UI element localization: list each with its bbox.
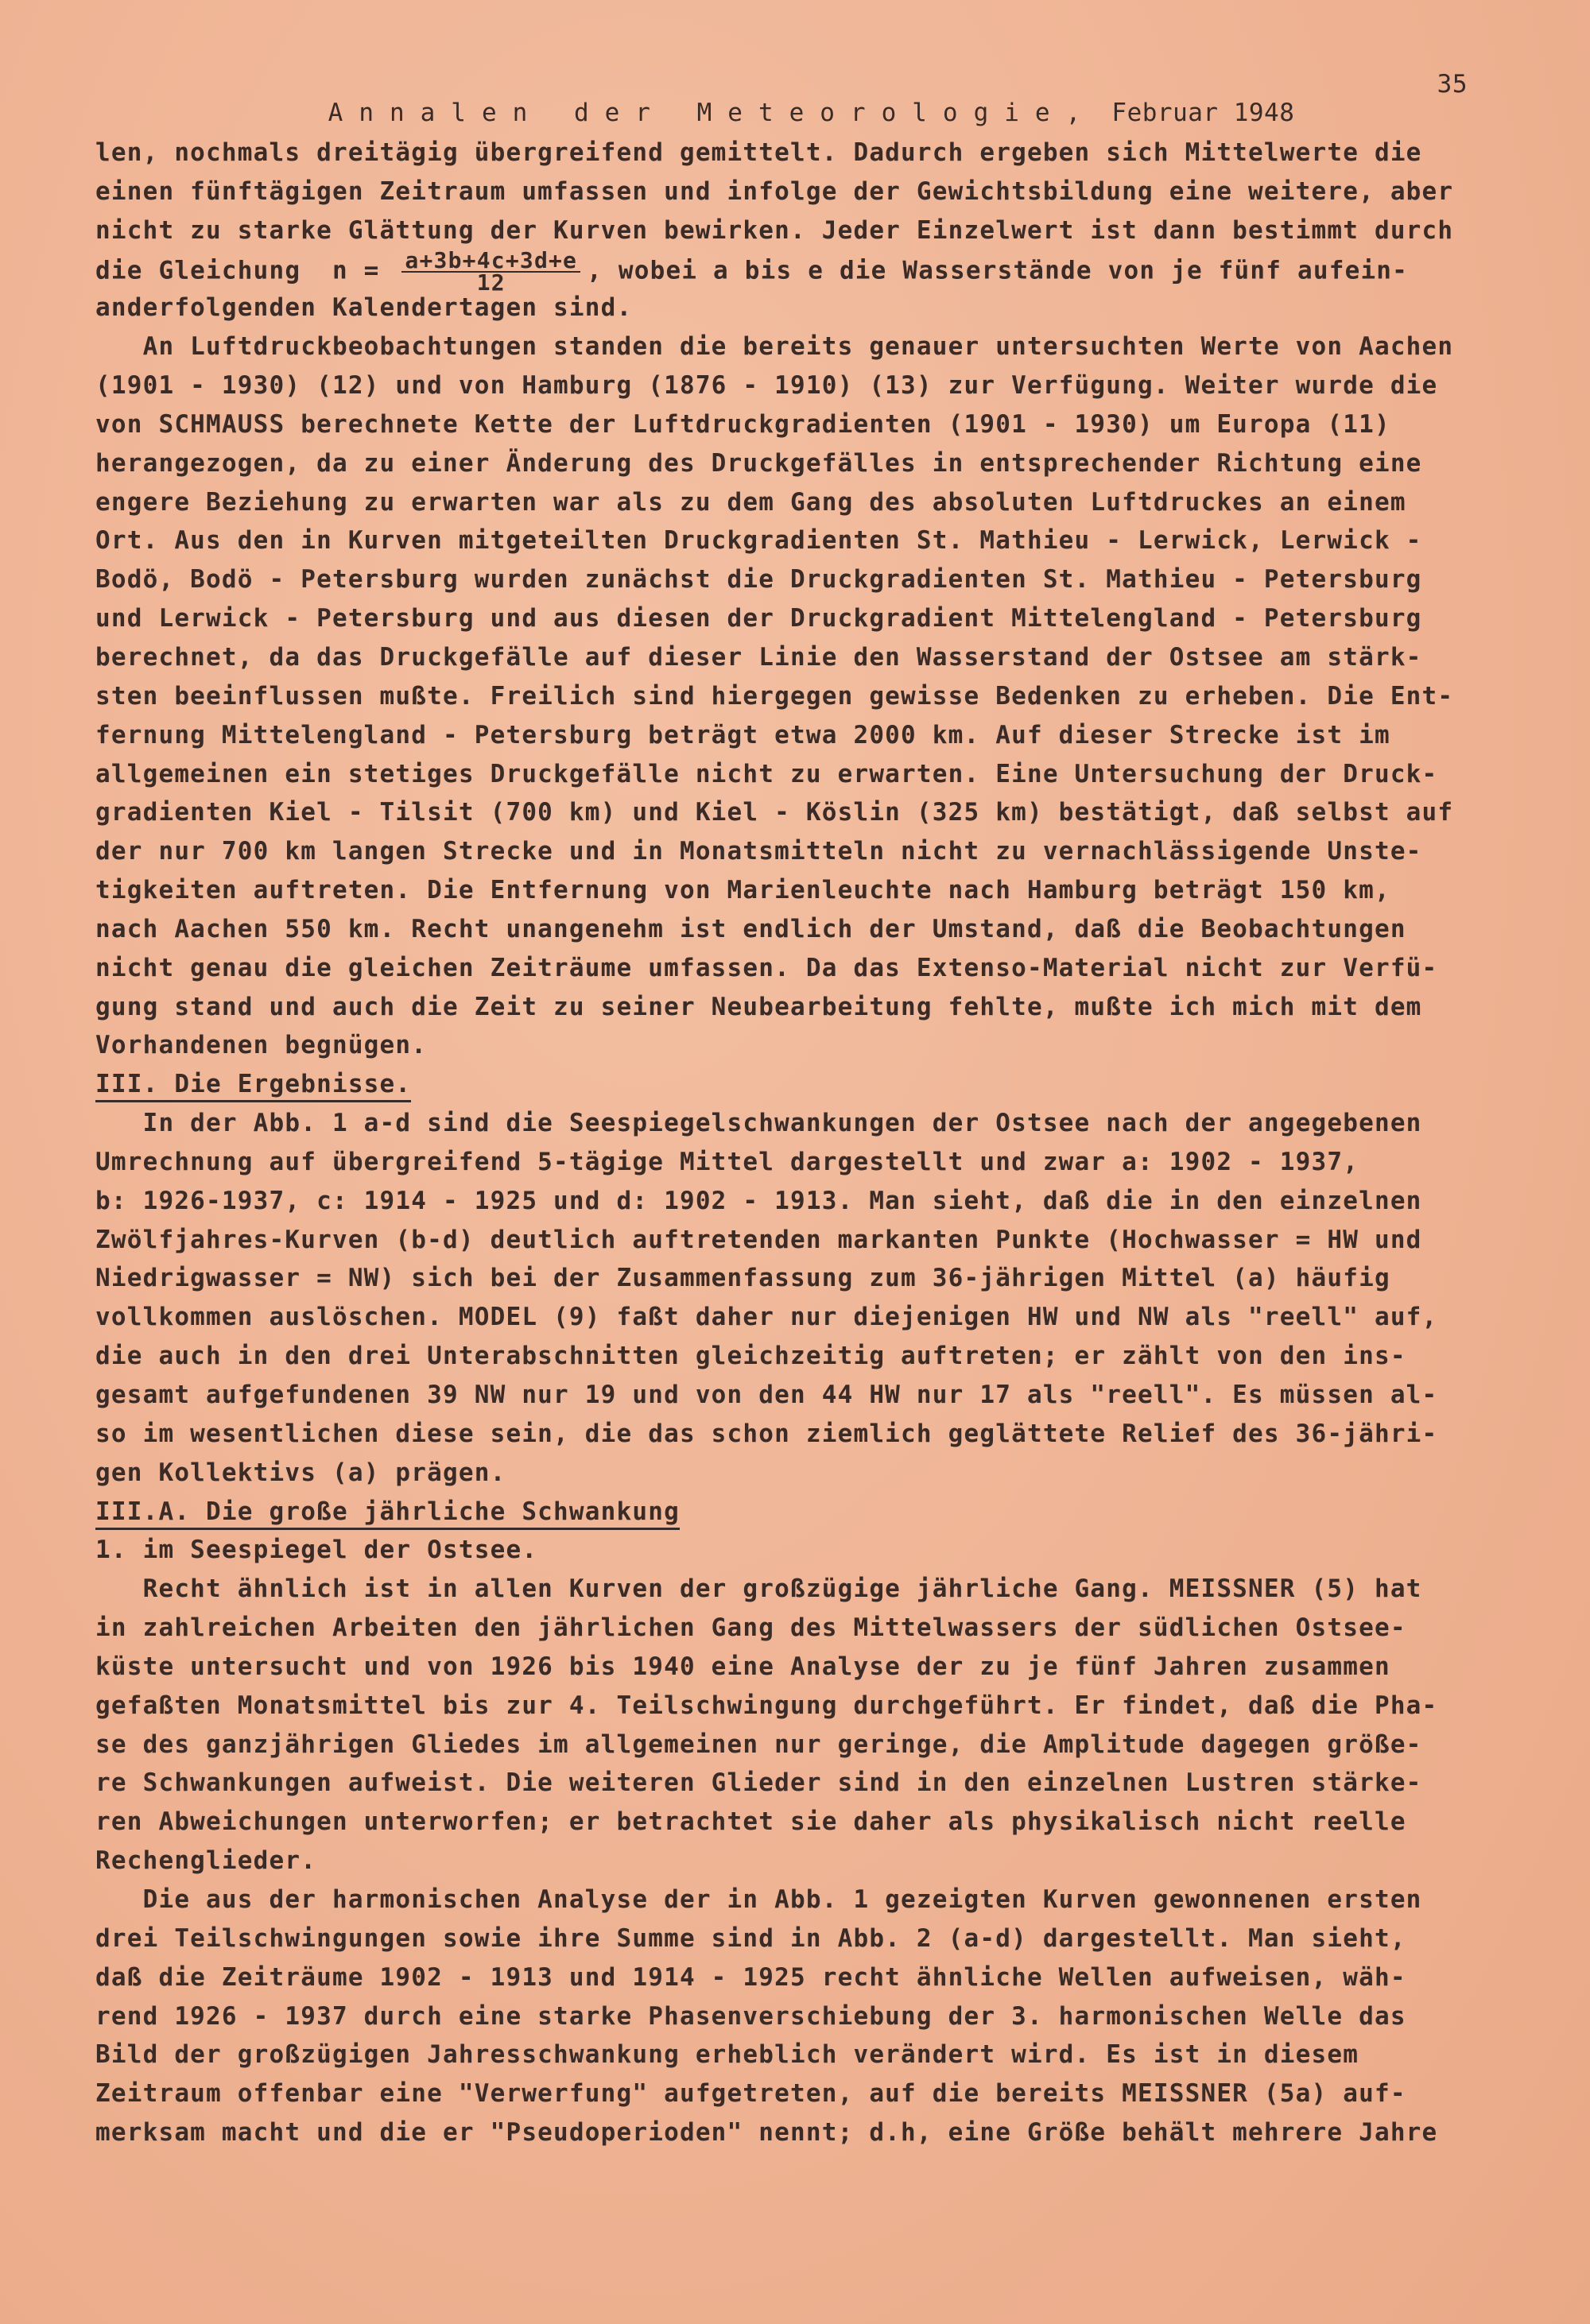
equation-suffix: , wobei a bis e die Wasserstände von je fünf aufein-	[587, 256, 1409, 285]
fraction-numerator: a+3b+4c+3d+e	[401, 250, 580, 273]
text-line: 1. im Seespiegel der Ostsee.	[95, 1536, 538, 1565]
text-line: nach Aachen 550 km. Recht unangenehm ist endlich der Umstand, daß die Beobachtungen	[95, 914, 1406, 943]
body-text	[95, 134, 1454, 2191]
fraction-denominator: 12	[476, 269, 506, 296]
text-line: und Lerwick - Petersburg und aus diesen der Druckgradient Mittelengland - Petersburg	[95, 604, 1422, 633]
text-line: gefaßten Monatsmittel bis zur 4. Teilschwingung durchgeführt. Er findet, daß die Pha-	[95, 1691, 1438, 1720]
section-heading-line	[95, 1065, 1451, 1104]
equation-prefix: die Gleichung n =	[95, 256, 396, 285]
equation-line	[95, 246, 1451, 296]
text-line: küste untersucht und von 1926 bis 1940 eine Analyse der zu je fünf Jahren zusammen	[95, 1652, 1390, 1681]
journal-title: Annalen der Meteorologie,	[328, 99, 1097, 127]
text-line: so im wesentlichen diese sein, die das schon ziemlich geglättete Relief des 36-jähri-	[95, 1419, 1438, 1448]
text-line: (1901 - 1930) (12) und von Hamburg (1876 - 1910) (13) zur Verfügung. Weiter wurde die	[95, 371, 1438, 401]
subsection-heading-line	[95, 1493, 1451, 1532]
text-line: Bodö, Bodö - Petersburg wurden zunächst die Druckgradienten St. Mathieu - Petersburg	[95, 565, 1422, 595]
text-line: drei Teilschwingungen sowie ihre Summe sind in Abb. 2 (a-d) dargestellt. Man sieht,	[95, 1923, 1406, 1953]
subsection-heading: III.A. Die große jährliche Schwankung	[95, 1496, 680, 1530]
text-line: gesamt aufgefundenen 39 NW nur 19 und von den 44 HW nur 17 als "reell". Es müssen al-	[95, 1381, 1438, 1409]
text-line	[95, 2152, 1451, 2191]
text-line: engere Beziehung zu erwarten war als zu dem Gang des absoluten Luftdruckes an einem	[95, 487, 1406, 517]
text-line: Zeitraum offenbar eine "Verwerfung" aufgetreten, auf die bereits MEISSNER (5a) auf-	[95, 2079, 1406, 2109]
text-line: von SCHMAUSS berechnete Kette der Luftdruckgradienten (1901 - 1930) um Europa (11)	[95, 409, 1390, 439]
text-line: daß die Zeiträume 1902 - 1913 und 1914 - 1925 recht ähnliche Wellen aufweisen, wäh-	[95, 1962, 1406, 1992]
text-line: Rechenglieder.	[95, 1846, 317, 1876]
text-line: Umrechnung auf übergreifend 5-tägige Mittel dargestellt und zwar a: 1902 - 1937,	[95, 1147, 1359, 1176]
text-line: fernung Mittelengland - Petersburg beträgt etwa 2000 km. Auf dieser Strecke ist im	[95, 720, 1390, 749]
text-line: merksam macht und die er "Pseudoperioden" nennt; d.h, eine Größe behält mehrere Jahre	[95, 2118, 1438, 2148]
text-line: len, nochmals dreitägig übergreifend gemittelt. Dadurch ergeben sich Mittelwerte die	[95, 138, 1422, 167]
text-line: die auch in den drei Unterabschnitten gleichzeitig auftreten; er zählt von den ins-	[95, 1342, 1406, 1371]
text-line: Vorhandenen begnügen.	[95, 1031, 428, 1060]
text-line: nicht zu starke Glättung der Kurven bewirken. Jeder Einzelwert ist dann bestimmt durch	[95, 215, 1454, 245]
text-line: An Luftdruckbeobachtungen standen die bereits genauer untersuchten Werte von Aachen	[95, 332, 1454, 362]
text-line: Recht ähnlich ist in allen Kurven der großzügige jährliche Gang. MEISSNER (5) hat	[95, 1575, 1422, 1604]
text-line: Niedrigwasser = NW) sich bei der Zusammenfassung zum 36-jährigen Mittel (a) häufig	[95, 1264, 1390, 1293]
text-line: einen fünftägigen Zeitraum umfassen und infolge der Gewichtsbildung eine weitere, aber	[95, 176, 1454, 206]
text-line: gen Kollektivs (a) prägen.	[95, 1458, 506, 1487]
text-line: b: 1926-1937, c: 1914 - 1925 und d: 1902 - 1913. Man sieht, daß die in den einzelnen	[95, 1186, 1422, 1215]
text-line: In der Abb. 1 a-d sind die Seespiegelschwankungen der Ostsee nach der angegebenen	[95, 1109, 1422, 1138]
text-line: in zahlreichen Arbeiten den jährlichen Gang des Mittelwassers der südlichen Ostsee-	[95, 1613, 1406, 1643]
text-line: berechnet, da das Druckgefälle auf dieser Linie den Wasserstand der Ostsee am stärk-	[95, 642, 1422, 672]
fraction	[401, 246, 580, 296]
text-line: Zwölfjahres-Kurven (b-d) deutlich auftretenden markanten Punkte (Hochwasser = HW und	[95, 1225, 1422, 1254]
text-line: ren Abweichungen unterworfen; er betrachtet sie daher als physikalisch nicht reelle	[95, 1807, 1406, 1837]
text-line: gung stand und auch die Zeit zu seiner Neubearbeitung fehlte, mußte ich mich mit dem	[95, 992, 1422, 1021]
text-line: re Schwankungen aufweist. Die weiteren Glieder sind in den einzelnen Lustren stärke-	[95, 1768, 1422, 1798]
page-number: 35	[1437, 70, 1468, 99]
text-line: rend 1926 - 1937 durch eine starke Phasenverschiebung der 3. harmonischen Welle das	[95, 2001, 1406, 2031]
text-line: tigkeiten auftreten. Die Entfernung von Marienleuchte nach Hamburg beträgt 150 km,	[95, 876, 1390, 905]
text-line: allgemeinen ein stetiges Druckgefälle nicht zu erwarten. Eine Untersuchung der Druck-	[95, 759, 1438, 788]
text-line: vollkommen auslöschen. MODEL (9) faßt daher nur diejenigen HW und NW als "reell" auf,	[95, 1303, 1438, 1332]
text-line: der nur 700 km langen Strecke und in Monatsmitteln nicht zu vernachlässigende Unste-	[95, 837, 1422, 866]
text-line: anderfolgenden Kalendertagen sind.	[95, 293, 633, 323]
text-line: se des ganzjährigen Gliedes im allgemeinen nur geringe, die Amplitude dagegen größe-	[95, 1729, 1422, 1759]
text-line: gradienten Kiel - Tilsit (700 km) und Kiel - Köslin (325 km) bestätigt, daß selbst auf	[95, 798, 1454, 827]
section-heading: III. Die Ergebnisse.	[95, 1068, 411, 1102]
text-line: Die aus der harmonischen Analyse der in Abb. 1 gezeigten Kurven gewonnenen ersten	[95, 1884, 1422, 1914]
text-line: nicht genau die gleichen Zeiträume umfassen. Da das Extenso-Material nicht zur Verfü-	[95, 953, 1438, 982]
text-line: Ort. Aus den in Kurven mitgeteilten Druckgradienten St. Mathieu - Lerwick, Lerwick -	[95, 526, 1422, 556]
issue-date: Februar 1948	[1111, 99, 1295, 127]
text-line: sten beeinflussen mußte. Freilich sind hiergegen gewisse Bedenken zu erheben. Die Ent-	[95, 681, 1454, 711]
text-line: herangezogen, da zu einer Änderung des Druckgefälles in entsprechender Richtung eine	[95, 448, 1422, 478]
text-line: Bild der großzügigen Jahresschwankung erheblich verändert wird. Es ist in diesem	[95, 2040, 1359, 2070]
